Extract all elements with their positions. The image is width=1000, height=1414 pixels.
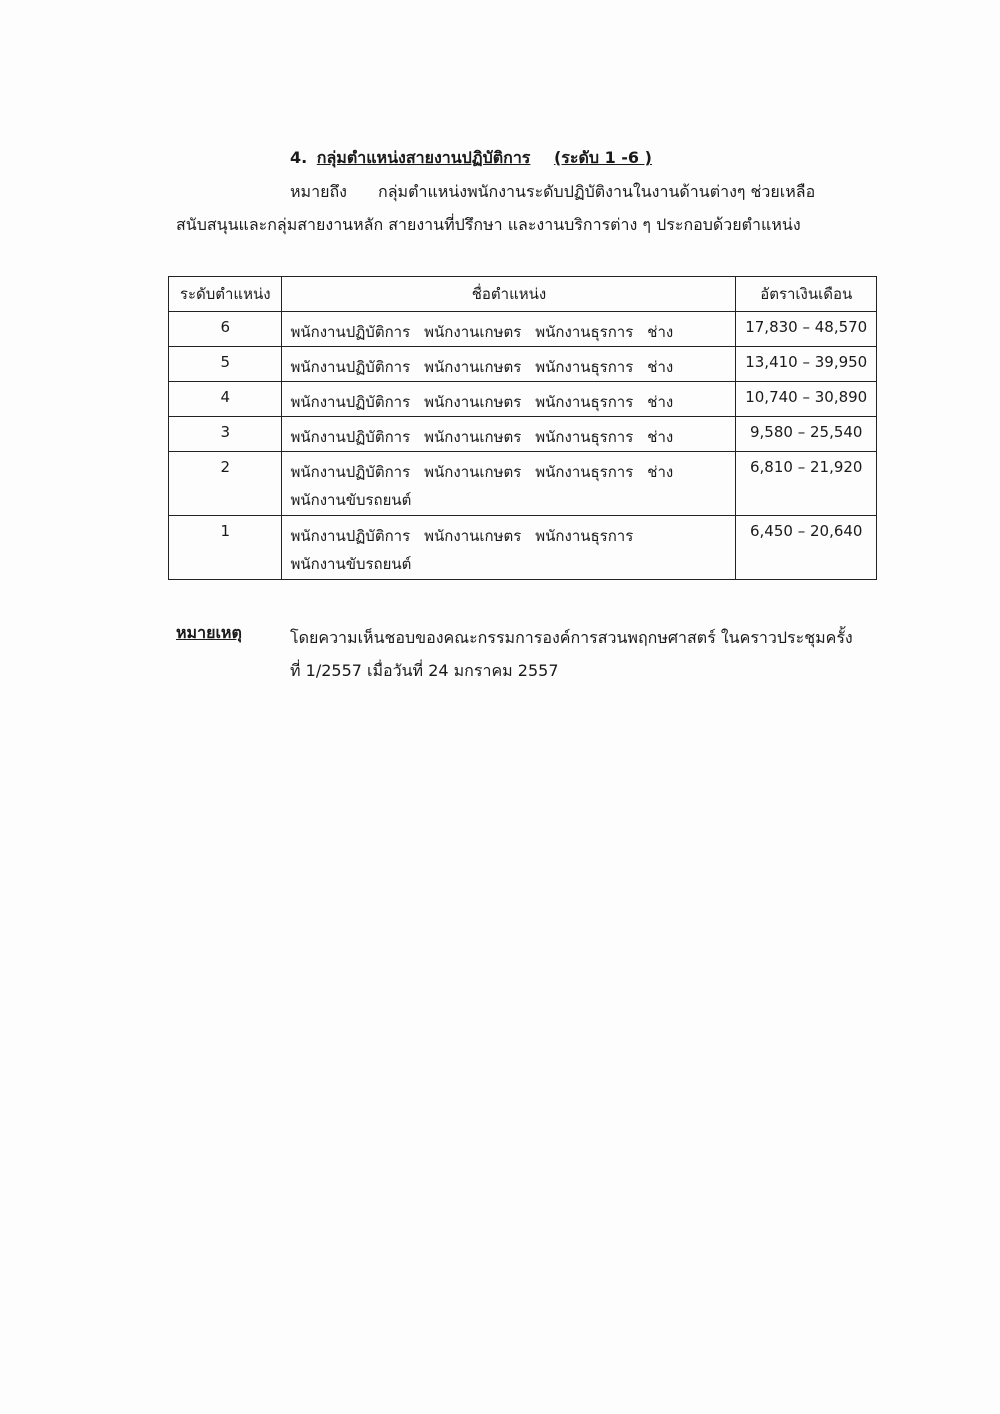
position-name: พนักงานธุรการ (535, 428, 634, 446)
position-name: พนักงานธุรการ (535, 323, 634, 341)
position-name: พนักงานปฏิบัติการ (290, 358, 411, 376)
note-line-1: โดยความเห็นชอบของคณะกรรมการองค์การสวนพฤกษศาสตร์ ในคราวประชุมครั้ง (290, 628, 853, 647)
section-level-range: (ระดับ 1 -6 ) (553, 148, 652, 167)
cell-level: 1 (169, 516, 282, 580)
cell-salary: 6,450 – 20,640 (736, 516, 877, 580)
table-row (169, 347, 877, 382)
cell-positions (282, 347, 736, 382)
table-row (169, 417, 877, 452)
cell-positions (282, 516, 736, 580)
table-row (169, 382, 877, 417)
position-name: พนักงานธุรการ (535, 393, 634, 411)
position-name: พนักงานธุรการ (535, 358, 634, 376)
cell-level: 5 (169, 347, 282, 382)
positions-line-1 (290, 318, 727, 346)
position-name: พนักงานเกษตร (424, 428, 522, 446)
table-header-row (169, 277, 877, 312)
position-name: พนักงานเกษตร (424, 527, 522, 545)
cell-salary: 10,740 – 30,890 (736, 382, 877, 417)
position-name: พนักงานปฏิบัติการ (290, 393, 411, 411)
header-salary: อัตราเงินเดือน (736, 277, 877, 312)
positions-line-1 (290, 388, 727, 416)
cell-salary: 13,410 – 39,950 (736, 347, 877, 382)
positions-line-2: พนักงานขับรถยนต์ (290, 491, 412, 509)
position-name: ช่าง (647, 463, 674, 481)
position-name: พนักงานปฏิบัติการ (290, 527, 411, 545)
cell-salary: 17,830 – 48,570 (736, 312, 877, 347)
note-label: หมายเหตุ (176, 623, 242, 642)
positions-line-1 (290, 353, 727, 381)
table-body (169, 312, 877, 580)
positions-line-2: พนักงานขับรถยนต์ (290, 555, 412, 573)
position-name: พนักงานปฏิบัติการ (290, 428, 411, 446)
table-row (169, 516, 877, 580)
position-name: ช่าง (647, 393, 674, 411)
definition-text-2: สนับสนุนและกลุ่มสายงานหลัก สายงานที่ปรึกษา และงานบริการต่าง ๆ ประกอบด้วยตำแหน่ง (176, 215, 801, 234)
definition-term: หมายถึง (290, 182, 347, 201)
position-name: ช่าง (647, 358, 674, 376)
definition-line-1 (290, 180, 815, 205)
position-name: พนักงานเกษตร (424, 323, 522, 341)
cell-positions (282, 312, 736, 347)
cell-level: 4 (169, 382, 282, 417)
table-row (169, 312, 877, 347)
cell-positions (282, 382, 736, 417)
position-name: ช่าง (647, 428, 674, 446)
section-heading (290, 146, 652, 171)
position-name: พนักงานเกษตร (424, 393, 522, 411)
position-name: พนักงานเกษตร (424, 358, 522, 376)
note-line-2: ที่ 1/2557 เมื่อวันที่ 24 มกราคม 2557 (290, 661, 559, 680)
definition-text-1: กลุ่มตำแหน่งพนักงานระดับปฏิบัติงานในงานด้านต่างๆ ช่วยเหลือ (378, 182, 816, 201)
header-position: ชื่อตำแหน่ง (282, 277, 736, 312)
position-name: พนักงานปฏิบัติการ (290, 463, 411, 481)
header-level: ระดับตำแหน่ง (169, 277, 282, 312)
cell-level: 2 (169, 452, 282, 516)
salary-table (168, 276, 877, 580)
position-name: พนักงานธุรการ (535, 527, 634, 545)
positions-line-1 (290, 458, 727, 486)
positions-line-1 (290, 522, 727, 550)
section-number: 4. (290, 148, 308, 167)
note-text (290, 621, 853, 687)
position-name: ช่าง (647, 323, 674, 341)
cell-salary: 6,810 – 21,920 (736, 452, 877, 516)
cell-positions (282, 452, 736, 516)
cell-level: 3 (169, 417, 282, 452)
positions-line-1 (290, 423, 727, 451)
cell-salary: 9,580 – 25,540 (736, 417, 877, 452)
position-name: พนักงานธุรการ (535, 463, 634, 481)
cell-level: 6 (169, 312, 282, 347)
cell-positions (282, 417, 736, 452)
position-name: พนักงานปฏิบัติการ (290, 323, 411, 341)
section-title: กลุ่มตำแหน่งสายงานปฏิบัติการ (316, 148, 531, 167)
position-name: พนักงานเกษตร (424, 463, 522, 481)
definition-line-2 (176, 213, 801, 238)
table-row (169, 452, 877, 516)
